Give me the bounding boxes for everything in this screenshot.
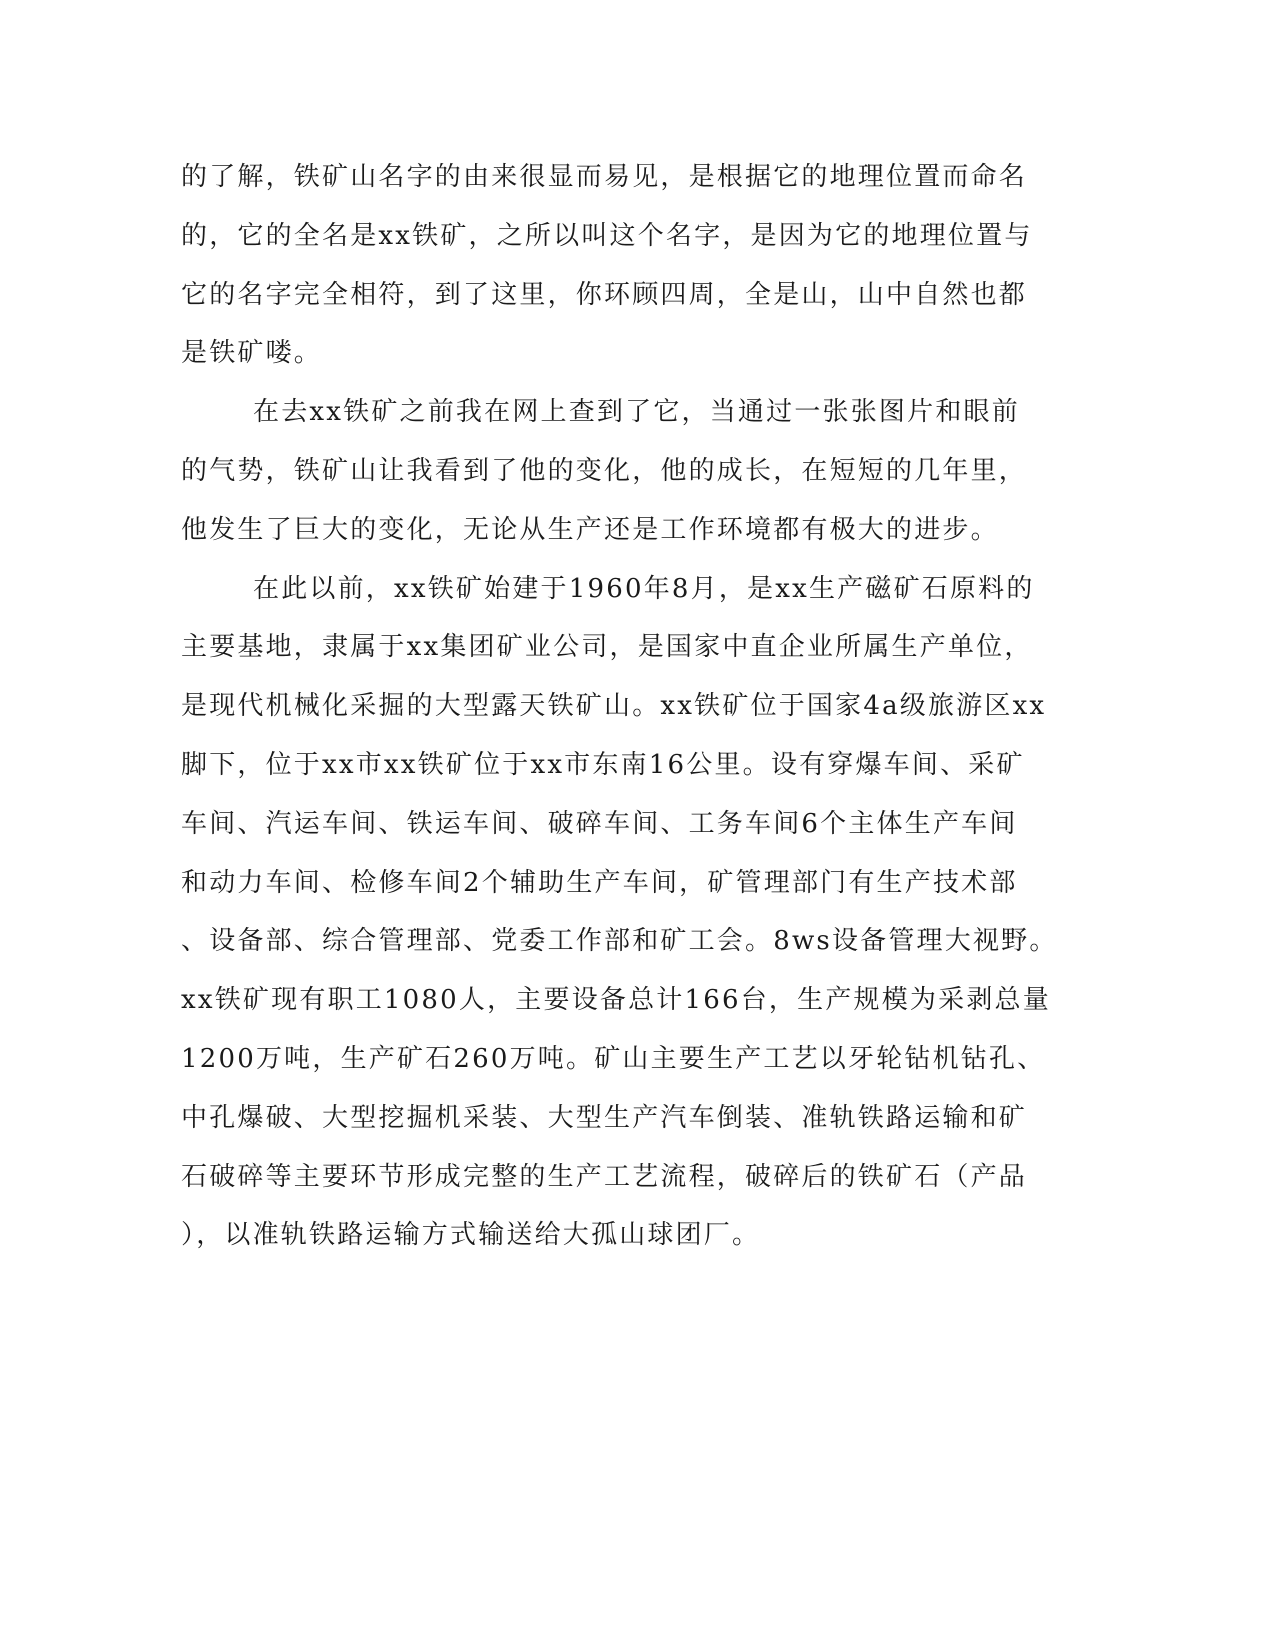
text-line: 脚下，位于xx市xx铁矿位于xx市东南16公里。设有穿爆车间、采矿 — [181, 749, 1025, 780]
text-line: 的，它的全名是xx铁矿，之所以叫这个名字，是因为它的地理位置与 — [181, 220, 1033, 251]
paragraph-1 — [181, 148, 1061, 383]
body-text — [181, 148, 1061, 1265]
text-line: 在此以前，xx铁矿始建于1960年8月，是xx生产磁矿石原料的 — [253, 573, 1035, 604]
text-line: 中孔爆破、大型挖掘机采装、大型生产汽车倒装、准轨铁路运输和矿 — [181, 1102, 1028, 1133]
text-line: 他发生了巨大的变化，无论从生产还是工作环境都有极大的进步。 — [181, 514, 999, 545]
text-line: 在去xx铁矿之前我在网上查到了它，当通过一张张图片和眼前 — [253, 397, 1020, 428]
text-line: 石破碎等主要环节形成完整的生产工艺流程，破碎后的铁矿石（产品 — [181, 1161, 1028, 1192]
text-line: 是现代机械化采掘的大型露天铁矿山。xx铁矿位于国家4a级旅游区xx — [181, 691, 1047, 722]
text-line: 1200万吨，生产矿石260万吨。矿山主要生产工艺以牙轮钻机钻孔、 — [181, 1043, 1046, 1074]
text-line: 、设备部、综合管理部、党委工作部和矿工会。8ws设备管理大视野。 — [181, 926, 1058, 957]
text-line: 主要基地，隶属于xx集团矿业公司，是国家中直企业所属生产单位， — [181, 632, 1033, 663]
text-line: 的了解，铁矿山名字的由来很显而易见，是根据它的地理位置而命名 — [181, 162, 1028, 192]
paragraph-2 — [181, 383, 1061, 559]
text-line: 的气势，铁矿山让我看到了他的变化，他的成长，在短短的几年里， — [181, 455, 1028, 486]
text-line: ），以准轨铁路运输方式输送给大孤山球团厂。 — [181, 1220, 761, 1251]
text-line: 它的名字完全相符，到了这里，你环顾四周，全是山，山中自然也都 — [181, 279, 1028, 310]
text-line: 是铁矿喽。 — [181, 338, 323, 369]
text-line: xx铁矿现有职工1080人，主要设备总计166台，生产规模为采剥总量 — [181, 985, 1051, 1016]
text-line: 和动力车间、检修车间2个辅助生产车间，矿管理部门有生产技术部 — [181, 867, 1018, 898]
paragraph-3 — [181, 560, 1061, 1266]
text-line: 车间、汽运车间、铁运车间、破碎车间、工务车间6个主体生产车间 — [181, 808, 1018, 839]
